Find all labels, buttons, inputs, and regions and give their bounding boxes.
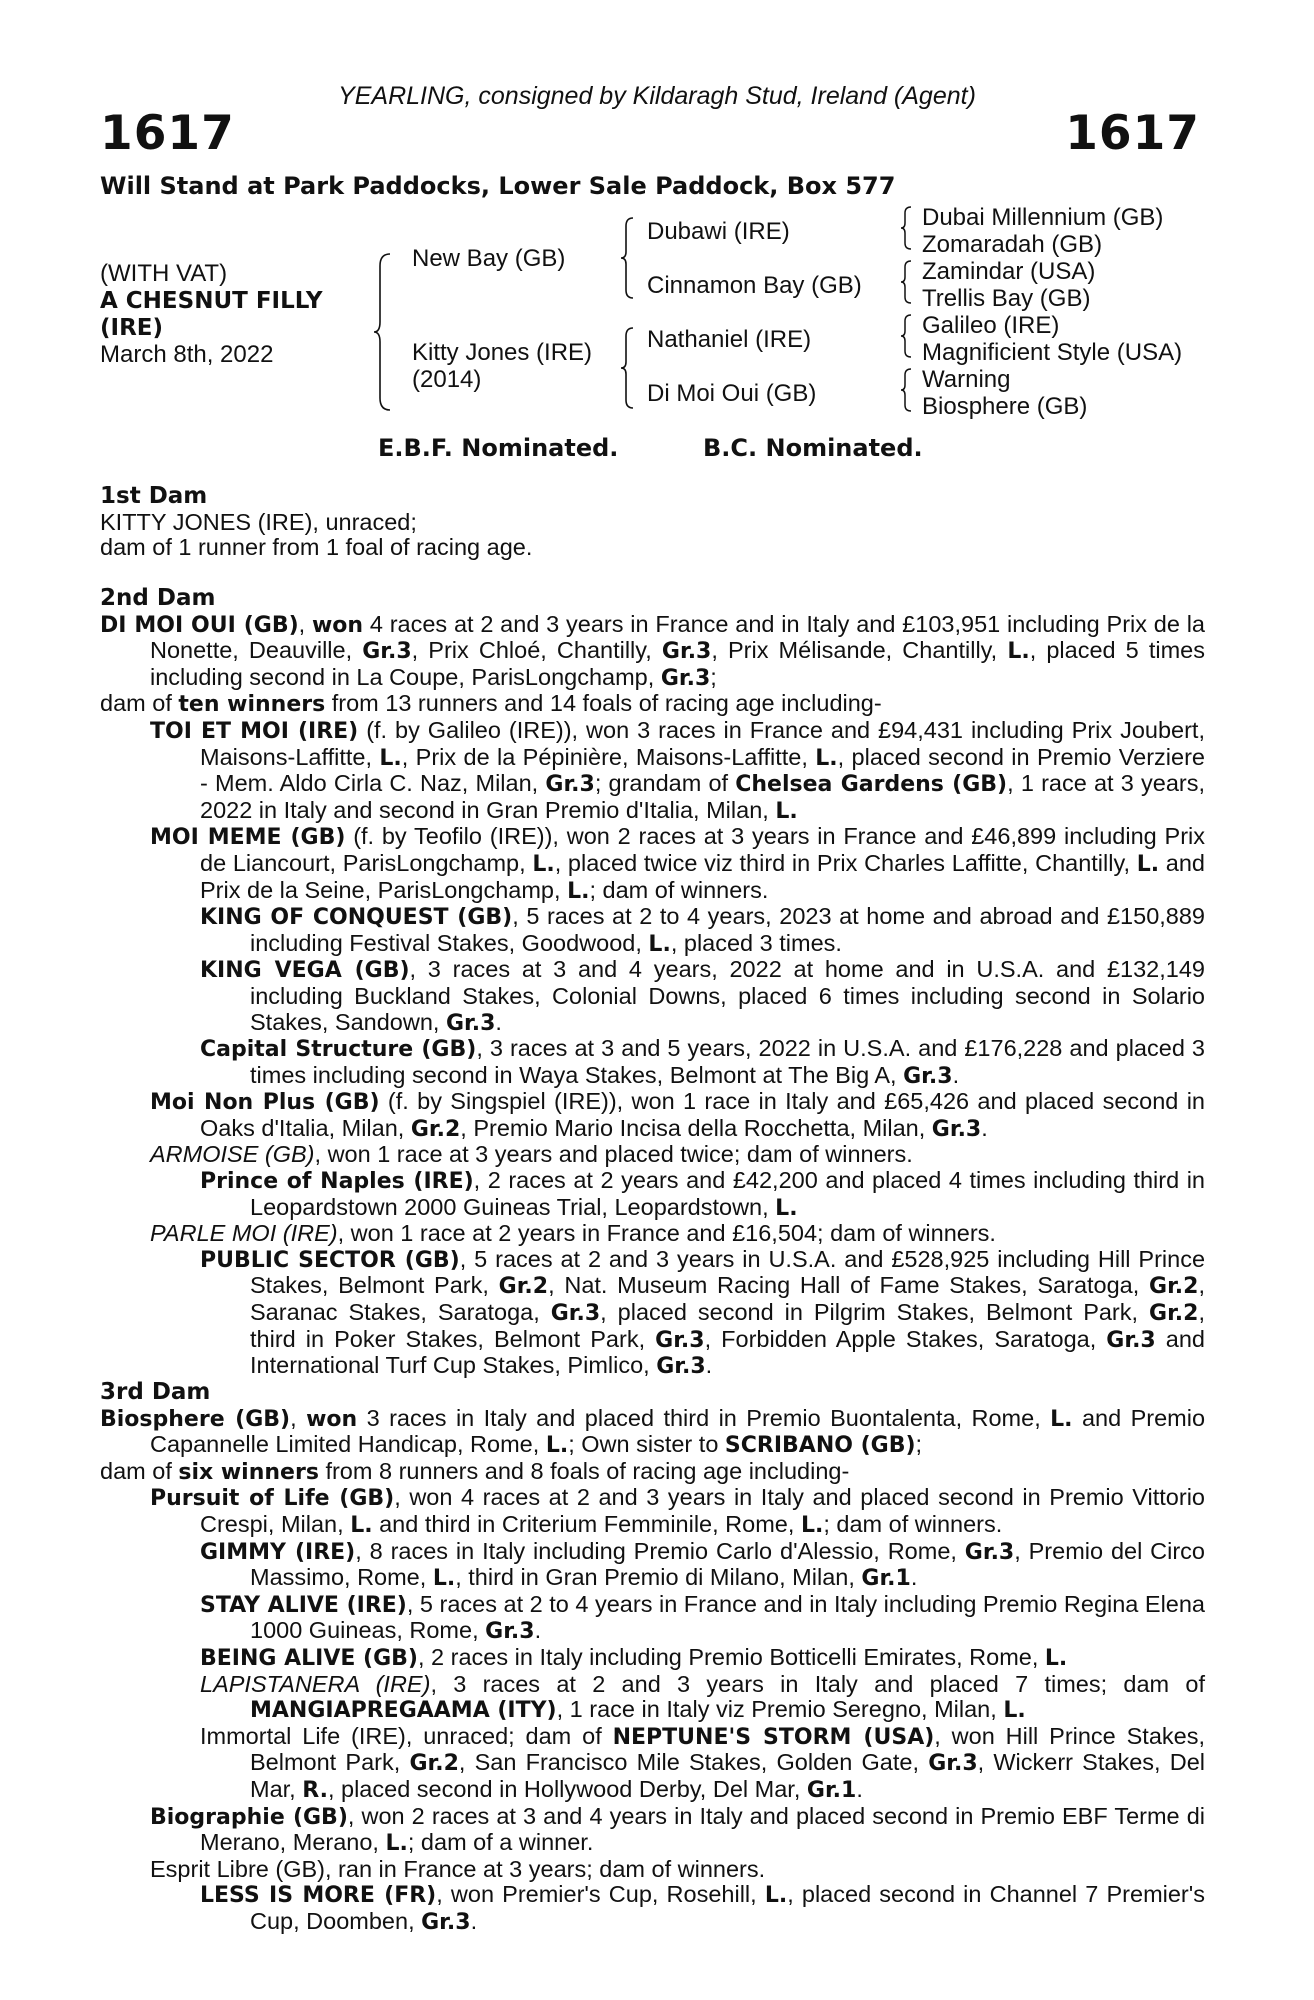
pedigree-dds: Warning: [922, 366, 1011, 393]
produce-record: STAY ALIVE (IRE), 5 races at 2 to 4 years in France and in Italy including Premio Regina Elena 1000 Guineas, Rome, Gr.3.: [200, 1590, 1206, 1645]
brace-sire: [619, 216, 637, 300]
produce-record: TOI ET MOI (IRE) (f. by Galileo (IRE)), won 3 races in France and £94,431 including Prix Joubert, Maisons-Laffitte, L., Prix de la Pépinière, Maisons-Laffitte, L., placed second in Premio Verziere - Mem. Aldo Cirla C. Naz, Milan, Gr.3; grandam of Chelsea Gardens (GB), 1 race at 3 years, 2022 in Italy and second in Gran Premio d'Italia, Milan, L.: [150, 716, 1205, 824]
pedigree-dsd: Magnificient Style (USA): [922, 339, 1183, 366]
second-dam-heading: 2nd Dam: [100, 585, 216, 611]
produce-record: BEING ALIVE (GB), 2 races in Italy including Premio Botticelli Emirates, Rome, L.: [200, 1643, 1068, 1671]
brace-ss: [899, 205, 915, 251]
produce-record: MOI MEME (GB) (f. by Teofilo (IRE)), won 2 races at 3 years in France and £46,899 including Prix de Liancourt, ParisLongchamp, L., placed twice viz third in Prix Charles Laffitte, Chantilly, L. and Prix de la Seine, ParisLongchamp, L.; dam of winners.: [150, 823, 1205, 904]
consignor-line: YEARLING, consigned by Kildaragh Stud, Ireland (Agent): [338, 82, 976, 110]
bc-nomination: B.C. Nominated.: [703, 434, 923, 462]
first-dam-heading: 1st Dam: [100, 483, 208, 509]
produce-record: Immortal Life (IRE), unraced; dam of NEPTUNE'S STORM (USA), won Hill Prince Stakes, Belmont Park, Gr.2, San Francisco Mile Stakes, Golden Gate, Gr.3, Wickerr Stakes, Del Mar, R., placed second in Hollywood Derby, Del Mar, Gr.1.: [200, 1722, 1205, 1803]
pedigree-dss: Galileo (IRE): [922, 312, 1060, 339]
third-dam-heading: 3rd Dam: [100, 1379, 211, 1405]
vat-note: (WITH VAT): [100, 260, 228, 287]
stand-location: Will Stand at Park Paddocks, Lower Sale Paddock, Box 577: [100, 172, 896, 200]
first-dam-produce: dam of 1 runner from 1 foal of racing age.: [100, 534, 533, 561]
first-dam-line: KITTY JONES (IRE), unraced;: [100, 508, 417, 535]
brace-gen1: [372, 252, 394, 412]
first-dam-section: [100, 484, 1205, 561]
produce-record: Pursuit of Life (GB), won 4 races at 2 and 3 years in Italy and placed second in Premio Vittorio Crespi, Milan, L. and third in Criterium Femminile, Rome, L.; dam of winners.: [150, 1484, 1205, 1538]
pedigree-sds: Zamindar (USA): [922, 258, 1096, 285]
produce-record: GIMMY (IRE), 8 races in Italy including Premio Carlo d'Alessio, Rome, Gr.3, Premio del Circo Massimo, Rome, L., third in Gran Premio di Milano, Milan, Gr.1.: [200, 1537, 1206, 1592]
produce-record: ARMOISE (GB), won 1 race at 3 years and placed twice; dam of winners.: [150, 1141, 913, 1168]
produce-record: PARLE MOI (IRE), won 1 race at 2 years in France and £16,504; dam of winners.: [150, 1220, 996, 1247]
pedigree-sdd: Trellis Bay (GB): [922, 285, 1091, 312]
produce-record: Capital Structure (GB), 3 races at 3 and 5 years, 2022 in U.S.A. and £176,228 and placed 3 times including second in Waya Stakes, Belmont at The Big A, Gr.3.: [200, 1035, 1205, 1089]
pedigree-dd: Di Moi Oui (GB): [647, 380, 817, 407]
pedigree-dam: Kitty Jones (IRE): [412, 339, 593, 366]
brace-dd: [899, 367, 915, 413]
pedigree-ds: Nathaniel (IRE): [647, 326, 812, 353]
produce-record: Biographie (GB), won 2 races at 3 and 4 years in Italy and placed second in Premio EBF Terme di Merano, Merano, L.; dam of a winner.: [150, 1802, 1205, 1857]
brace-sd: [899, 259, 915, 305]
second-dam-section: [100, 586, 1205, 1380]
pedigree-ddd: Biosphere (GB): [922, 393, 1088, 420]
produce-record: Esprit Libre (GB), ran in France at 3 years; dam of winners.: [150, 1855, 766, 1882]
lot-number-right: 1617: [1065, 106, 1200, 161]
produce-record: Prince of Naples (IRE), 2 races at 2 years and £42,200 and placed 4 times including third in Leopardstown 2000 Guineas Trial, Leopardstown, L.: [200, 1167, 1205, 1221]
produce-record: KING OF CONQUEST (GB), 5 races at 2 to 4 years, 2023 at home and abroad and £150,889 including Festival Stakes, Goodwood, L., placed 3 times.: [200, 903, 1205, 957]
produce-record: PUBLIC SECTOR (GB), 5 races at 2 and 3 years in U.S.A. and £528,925 including Hill Prince Stakes, Belmont Park, Gr.2, Nat. Museum Racing Hall of Fame Stakes, Saratoga, Gr.2, Saranac Stakes, Saratoga, Gr.3, placed second in Pilgrim Stakes, Belmont Park, Gr.2, third in Poker Stakes, Belmont Park, Gr.3, Forbidden Apple Stakes, Saratoga, Gr.3 and International Turf Cup Stakes, Pimlico, Gr.3.: [200, 1245, 1206, 1380]
produce-record: LESS IS MORE (FR), won Premier's Cup, Rosehill, L., placed second in Channel 7 Premier's Cup, Doomben, Gr.3.: [200, 1881, 1205, 1935]
horse-country: (IRE): [100, 315, 164, 341]
produce-record: Biosphere (GB), won 3 races in Italy and placed third in Premio Buontalenta, Rome, L. and Premio Capannelle Limited Handicap, Rome, L.; Own sister to SCRIBANO (GB);: [100, 1404, 1206, 1459]
brace-dam: [619, 326, 637, 410]
produce-record: LAPISTANERA (IRE), 3 races at 2 and 3 years in Italy and placed 7 times; dam of MANGIAPREGAAMA (ITY), 1 race in Italy viz Premio Seregno, Milan, L.: [200, 1670, 1205, 1724]
pedigree-sss: Dubai Millennium (GB): [922, 204, 1164, 231]
pedigree-sd: Cinnamon Bay (GB): [647, 272, 862, 299]
produce-record: Moi Non Plus (GB) (f. by Singspiel (IRE)), won 1 race in Italy and £65,426 and placed second in Oaks d'Italia, Milan, Gr.2, Premio Mario Incisa della Rocchetta, Milan, Gr.3.: [150, 1088, 1206, 1142]
produce-record: dam of six winners from 8 runners and 8 foals of racing age including-: [100, 1457, 850, 1485]
ebf-nomination: E.B.F. Nominated.: [378, 434, 619, 462]
pedigree-ss: Dubawi (IRE): [647, 218, 790, 245]
produce-record: KING VEGA (GB), 3 races at 3 and 4 years, 2022 at home and in U.S.A. and £132,149 including Buckland Stakes, Colonial Downs, placed 6 times including second in Solario Stakes, Sandown, Gr.3.: [200, 956, 1205, 1036]
second-dam-entries: [100, 612, 1205, 1380]
produce-record: dam of ten winners from 13 runners and 14 foals of racing age including-: [100, 690, 882, 718]
horse-name: A CHESNUT FILLY: [100, 288, 323, 314]
horse-dob: March 8th, 2022: [100, 341, 274, 368]
lot-number-left: 1617: [100, 106, 235, 161]
pedigree-ssd: Zomaradah (GB): [922, 231, 1103, 258]
pedigree-sire: New Bay (GB): [412, 245, 566, 272]
brace-ds: [899, 313, 915, 359]
third-dam-section: [100, 1380, 1205, 1935]
produce-record: DI MOI OUI (GB), won 4 races at 2 and 3 years in France and in Italy and £103,951 including Prix de la Nonette, Deauville, Gr.3, Prix Chloé, Chantilly, Gr.3, Prix Mélisande, Chantilly, L., placed 5 times including second in La Coupe, ParisLongchamp, Gr.3;: [100, 610, 1205, 691]
third-dam-entries: [100, 1406, 1205, 1936]
pedigree-dam-year: (2014): [412, 366, 482, 393]
